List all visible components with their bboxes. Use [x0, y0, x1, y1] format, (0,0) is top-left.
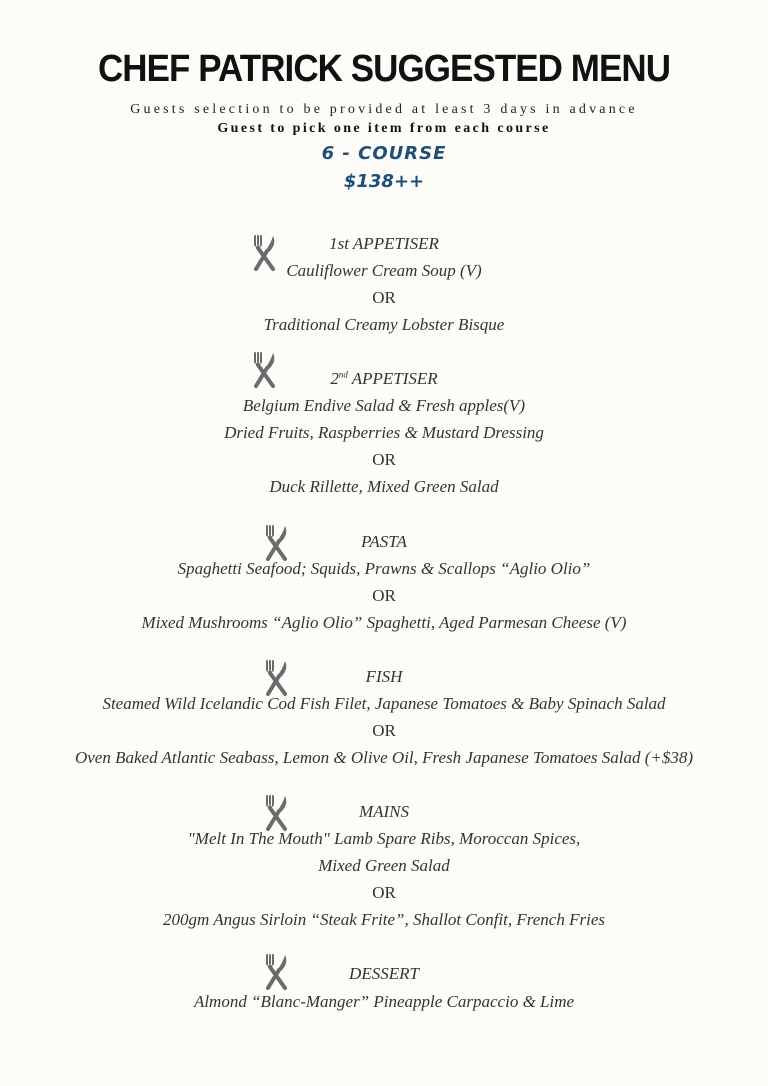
- section-title-pasta: PASTA: [361, 532, 407, 551]
- fish-option-b: Oven Baked Atlantic Seabass, Lemon & Olive Oil, Fresh Japanese Tomatoes Salad (+$38): [74, 748, 694, 767]
- mains-or: OR: [372, 883, 396, 902]
- fish-option-a: Steamed Wild Icelandic Cod Fish Filet, Japanese Tomatoes & Baby Spinach Salad: [102, 694, 666, 713]
- appetiser1-option-b: Traditional Creamy Lobster Bisque: [263, 315, 505, 334]
- selection-instruction: Guest to pick one item from each course: [217, 121, 551, 136]
- appetiser2-option-a-line2: Dried Fruits, Raspberries & Mustard Dressing: [224, 423, 544, 442]
- section-title-fish: FISH: [365, 667, 403, 686]
- advance-notice: Guests selection to be provided at least 3 days in advance: [130, 102, 638, 117]
- pasta-option-b: Mixed Mushrooms “Aglio Olio” Spaghetti, Aged Parmesan Cheese (V): [141, 613, 627, 632]
- appetiser2-option-a-line1: Belgium Endive Salad & Fresh apples(V): [242, 396, 526, 415]
- appetiser2-option-b: Duck Rillette, Mixed Green Salad: [269, 477, 499, 496]
- section-title-dessert: DESSERT: [349, 964, 419, 983]
- dessert-option-a: Almond “Blanc-Manger” Pineapple Carpaccio & Lime: [193, 992, 575, 1011]
- appetiser2-title-suffix: nd: [338, 369, 348, 380]
- appetiser1-option-a: Cauliflower Cream Soup (V): [286, 261, 482, 280]
- section-title-mains: MAINS: [358, 802, 410, 821]
- appetiser2-title-number: 2: [330, 369, 339, 388]
- mains-option-b: 200gm Angus Sirloin “Steak Frite”, Shallot Confit, French Fries: [163, 910, 605, 929]
- mains-option-a-line2: Mixed Green Salad: [318, 856, 450, 875]
- appetiser2-title-text: APPETISER: [347, 369, 438, 388]
- page-title: CHEF PATRICK SUGGESTED MENU: [97, 48, 671, 90]
- appetiser1-or: OR: [372, 288, 396, 307]
- course-count: 6 - COURSE: [321, 143, 447, 164]
- pasta-option-a: Spaghetti Seafood; Squids, Prawns & Scallops “Aglio Olio”: [177, 559, 591, 578]
- fish-or: OR: [372, 721, 396, 740]
- pasta-or: OR: [372, 586, 396, 605]
- section-title-appetiser2: [0, 369, 768, 389]
- appetiser2-or: OR: [372, 450, 396, 469]
- mains-option-a-line1: "Melt In The Mouth" Lamb Spare Ribs, Moroccan Spices,: [187, 829, 581, 848]
- section-title-appetiser1: 1st APPETISER: [329, 234, 439, 253]
- menu-price: $138++: [343, 171, 425, 192]
